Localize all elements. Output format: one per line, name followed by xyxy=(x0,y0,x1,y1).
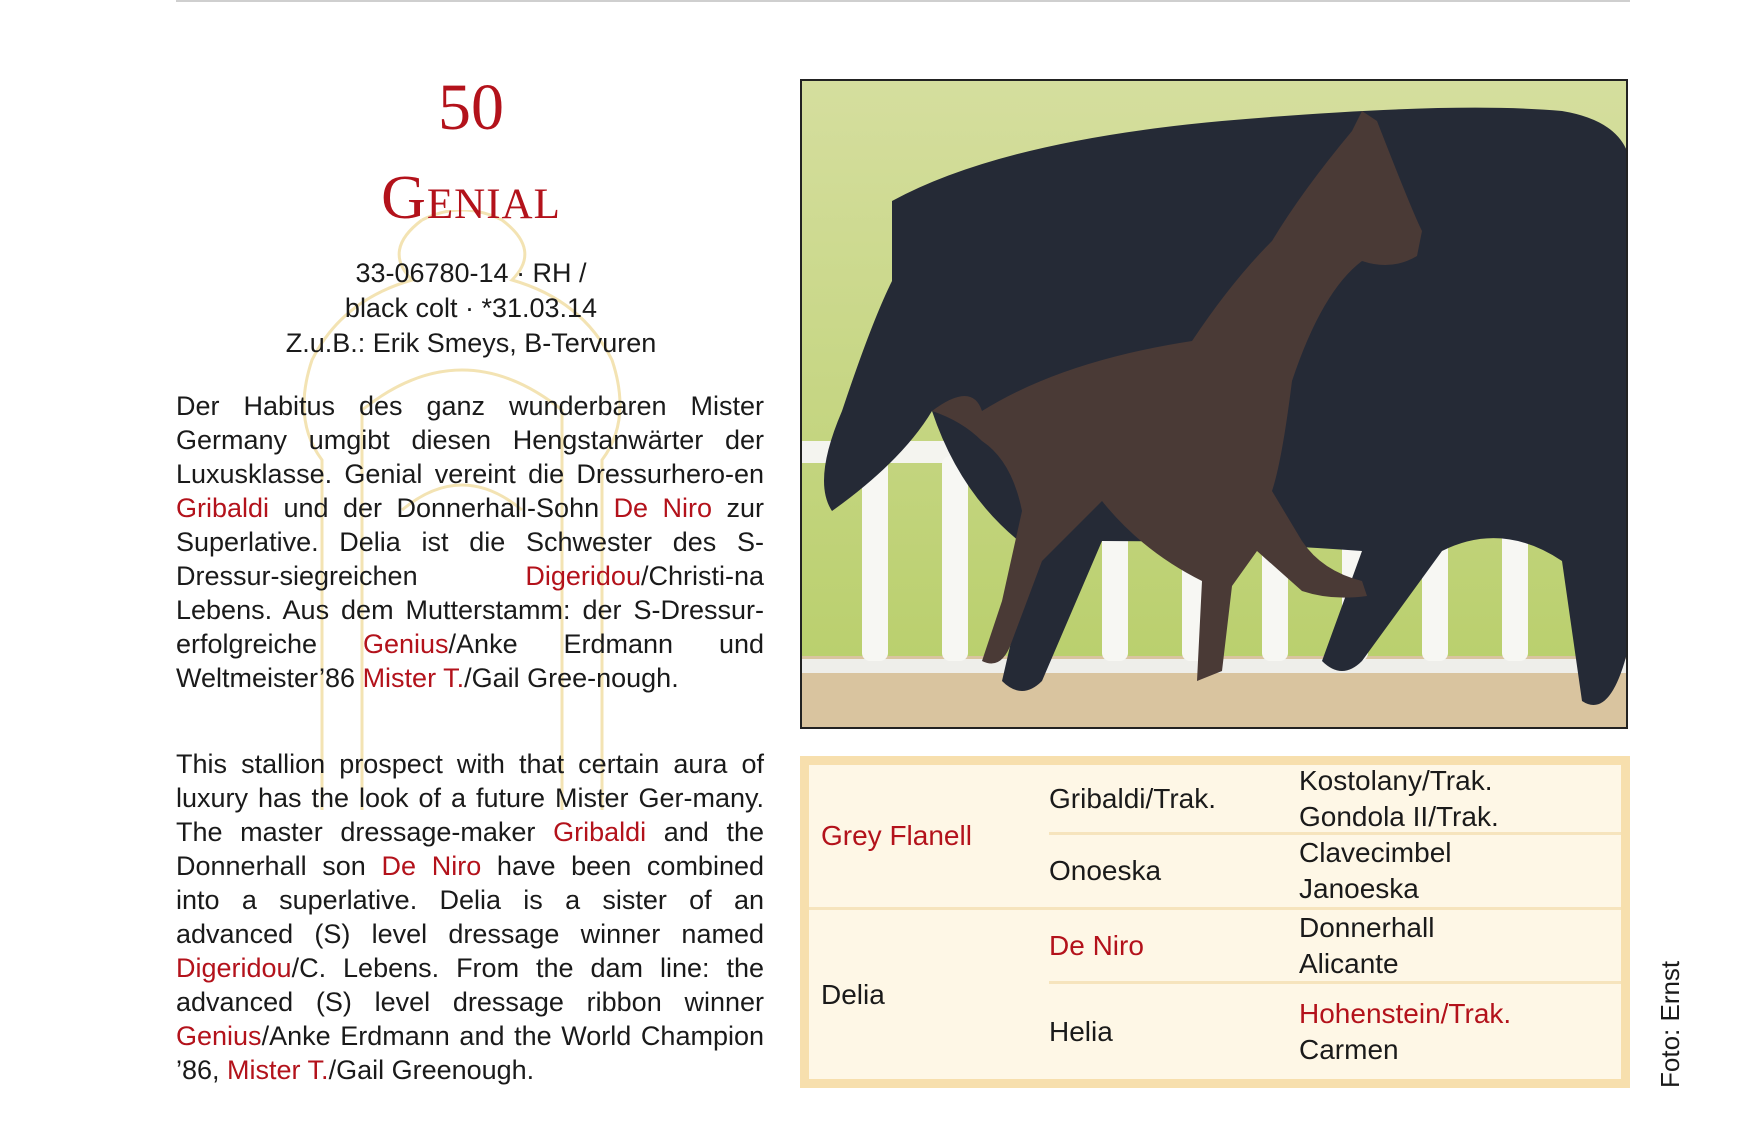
text-segment: /Gail Gree-nough. xyxy=(464,663,679,693)
text-segment: und der Donnerhall-Sohn xyxy=(269,493,614,523)
granddam-name: Onoeska xyxy=(1049,855,1162,886)
info-breeder: Z.u.B.: Erik Smeys, B-Tervuren xyxy=(285,328,657,358)
pedigree-ggp-3 xyxy=(1299,910,1619,981)
text-segment: Der Habitus des ganz wunderbaren Mister Germany umgibt diesen Hengstanwärter der Luxusklasse. Genial vereint die Dressurhero-en xyxy=(176,391,764,489)
info-colour-birth: black colt · *31.03.14 xyxy=(344,293,598,323)
ancestor-name: Hohenstein/Trak. xyxy=(1299,997,1512,1029)
horse-photo xyxy=(800,79,1628,729)
ancestor-name: Alicante xyxy=(1299,947,1399,979)
horse-name: Genial xyxy=(381,164,561,232)
ancestor-name: Gondola II/Trak. xyxy=(1299,800,1499,832)
pedigree-dam-dam xyxy=(1049,984,1299,1079)
pedigree-panel xyxy=(809,765,1621,1079)
pedigree-link: Gribaldi xyxy=(553,817,647,847)
granddam-name: Helia xyxy=(1049,1015,1113,1047)
pedigree-link: Digeridou xyxy=(525,561,641,591)
pedigree-link: Genius xyxy=(362,629,449,659)
pedigree-sire-dam xyxy=(1049,835,1299,907)
text-segment: zur Superlative. Delia ist die Schwester des S-Dressur-siegreichen xyxy=(176,493,764,591)
pedigree-link: De Niro xyxy=(381,851,482,881)
photo-credit: Foto: Ernst xyxy=(1655,960,1685,1088)
top-rule xyxy=(176,0,1630,2)
pedigree-link: De Niro xyxy=(613,493,713,523)
pedigree-link: Genius xyxy=(176,1021,262,1051)
text-segment: This stallion prospect with that certain aura of luxury has the look of a future Mister Ger-many. The master dressage-maker xyxy=(176,749,764,847)
description-german xyxy=(176,389,764,695)
grandsire-name: Gribaldi/Trak. xyxy=(1049,782,1217,814)
pedigree-ggp-1 xyxy=(1299,765,1619,832)
ancestor-name: Janoeska xyxy=(1299,873,1419,904)
pedigree-link: Mister T. xyxy=(227,1055,329,1085)
text-segment: /Christi-na Lebens. Aus dem Mutterstamm: der S-Dressur-erfolgreiche xyxy=(176,561,764,659)
pedigree-link: Gribaldi xyxy=(176,493,270,523)
pedigree-dam-sire xyxy=(1049,910,1299,981)
ancestor-name: Donnerhall xyxy=(1299,911,1435,943)
ancestor-name: Carmen xyxy=(1299,1033,1399,1065)
dam-name: Delia xyxy=(821,978,885,1010)
sire-name: Grey Flanell xyxy=(821,820,972,851)
pedigree-dam xyxy=(821,910,1041,1079)
text-segment: /C. Lebens. From the dam line: the advanced (S) level dressage ribbon winner xyxy=(176,953,764,1017)
lot-number: 50 xyxy=(438,71,504,144)
ancestor-name: Kostolany/Trak. xyxy=(1299,764,1493,796)
text-segment: have been combined into a superlative. Delia is a sister of an advanced (S) level dressage winner named xyxy=(176,851,764,949)
info-registration: 33-06780-14 · RH / xyxy=(355,258,587,288)
ancestor-name: Clavecimbel xyxy=(1299,837,1452,868)
text-segment: /Anke Erdmann und Weltmeister’86 xyxy=(176,629,764,693)
text-segment: /Gail Greenough. xyxy=(328,1055,535,1085)
grandsire-name: De Niro xyxy=(1049,929,1144,961)
pedigree-ggp-4 xyxy=(1299,984,1619,1079)
text-segment: and the Donnerhall son xyxy=(176,817,765,881)
pedigree-table xyxy=(800,756,1630,1088)
description-english xyxy=(176,747,764,1087)
pedigree-sire-sire xyxy=(1049,765,1299,832)
pedigree-link: Digeridou xyxy=(176,953,292,983)
pedigree-sire xyxy=(821,765,1041,907)
pedigree-link: Mister T. xyxy=(362,663,465,693)
text-segment: /Anke Erdmann and the World Champion ’86, xyxy=(176,1021,764,1085)
horse-info xyxy=(176,256,766,361)
pedigree-ggp-2 xyxy=(1299,835,1619,907)
